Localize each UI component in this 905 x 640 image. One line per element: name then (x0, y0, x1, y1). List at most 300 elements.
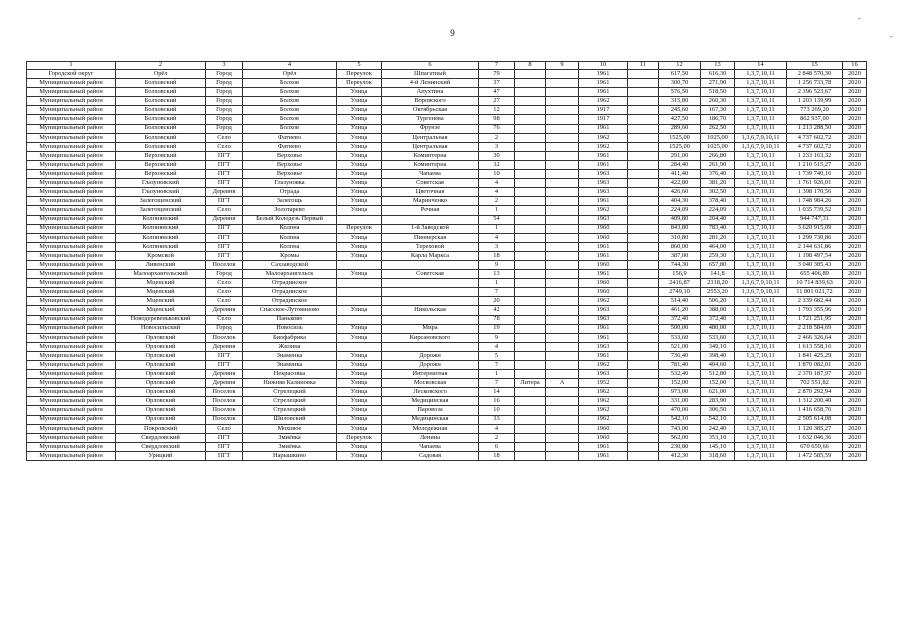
table-cell (515, 406, 546, 415)
table-cell: 1 761 926,01 (787, 179, 843, 188)
table-cell: 4 (479, 179, 515, 188)
table-cell: Муниципальный район (27, 279, 116, 288)
table-cell: 2020 (843, 351, 867, 360)
table-cell (515, 333, 546, 342)
table-cell: Муниципальный район (27, 88, 116, 97)
table-cell: Муниципальный район (27, 342, 116, 351)
table-cell: Деревня (206, 188, 243, 197)
table-cell: 262,50 (701, 124, 735, 133)
table-cell: Поселок (206, 333, 243, 342)
table-cell (515, 160, 546, 169)
table-cell: Некрасовка (243, 370, 337, 379)
table-row (27, 451, 867, 460)
table-cell: Улица (337, 115, 382, 124)
table-cell: 2020 (843, 170, 867, 179)
table-cell: 1962 (579, 206, 628, 215)
table-cell: Улица (337, 451, 382, 460)
table-cell: 1962 (579, 133, 628, 142)
table-cell: Улица (337, 106, 382, 115)
table-cell: 1960 (579, 288, 628, 297)
table-cell: 10 714 839,63 (787, 279, 843, 288)
table-cell: 1962 (579, 142, 628, 151)
table-cell: 186,70 (701, 115, 735, 124)
table-cell: 16 (479, 397, 515, 406)
table-cell: Поселок (206, 406, 243, 415)
column-number-cell: 10 (579, 62, 628, 70)
table-cell (628, 142, 659, 151)
table-cell: 562,00 (659, 433, 701, 442)
table-cell: Деревня (206, 370, 243, 379)
table-cell: 7 (479, 379, 515, 388)
table-cell (546, 324, 579, 333)
table-cell: 331,00 (659, 397, 701, 406)
table-row (27, 279, 867, 288)
table-cell (546, 170, 579, 179)
table-cell (546, 260, 579, 269)
table-cell (628, 406, 659, 415)
table-cell: Колпнянский (116, 242, 206, 251)
table-cell (628, 206, 659, 215)
table-cell (628, 233, 659, 242)
table-cell: 2020 (843, 142, 867, 151)
table-cell: 152,00 (701, 379, 735, 388)
table-row (27, 315, 867, 324)
table-cell (546, 442, 579, 451)
table-cell: Поселок (206, 397, 243, 406)
table-cell: 533,60 (659, 333, 701, 342)
table-cell (546, 215, 579, 224)
table-cell (546, 397, 579, 406)
table-cell: 2416,87 (659, 279, 701, 288)
table-cell: 9 (479, 260, 515, 269)
table-cell: Улица (337, 442, 382, 451)
table-cell: Литера (515, 379, 546, 388)
table-cell: 1,3,7,10,11 (735, 215, 787, 224)
table-cell: 2020 (843, 115, 867, 124)
table-cell: Знаменка (243, 361, 337, 370)
table-cell: Колпнянский (116, 224, 206, 233)
table-cell: 2020 (843, 206, 867, 215)
table-cell: Ленина (382, 433, 479, 442)
column-number-cell: 15 (787, 62, 843, 70)
table-cell (628, 397, 659, 406)
table-cell: 2020 (843, 97, 867, 106)
table-cell (515, 433, 546, 442)
table-cell: 1,3,7,10,11 (735, 124, 787, 133)
table-cell: 2020 (843, 70, 867, 79)
table-cell: Орёл (243, 70, 337, 79)
table-cell: Жилина (243, 342, 337, 351)
table-cell (515, 451, 546, 460)
table-cell: 1,3,7,10,11 (735, 451, 787, 460)
table-cell (546, 306, 579, 315)
table-cell: 1 (479, 370, 515, 379)
table-cell: 480,00 (701, 324, 735, 333)
table-cell: Карла Маркса (382, 251, 479, 260)
table-cell: 576,50 (659, 88, 701, 97)
table-cell: Орловский (116, 397, 206, 406)
table-cell: 378,40 (701, 197, 735, 206)
table-cell: Деревня (206, 215, 243, 224)
table-cell (628, 179, 659, 188)
table-cell: 20 (479, 297, 515, 306)
table-cell (546, 388, 579, 397)
table-cell: 2020 (843, 279, 867, 288)
table-cell: 1,3,6,7,9,10,11 (735, 279, 787, 288)
table-cell: Муниципальный район (27, 397, 116, 406)
table-cell: Болховский (116, 133, 206, 142)
table-cell: 1962 (579, 397, 628, 406)
table-cell: Верховский (116, 151, 206, 160)
table-cell: Лесковского (382, 388, 479, 397)
table-cell (515, 361, 546, 370)
table-cell: 18 (479, 451, 515, 460)
table-cell: 79 (479, 70, 515, 79)
table-cell: 4 (479, 233, 515, 242)
table-cell: Муниципальный район (27, 315, 116, 324)
table-cell: 1025,00 (701, 133, 735, 142)
table-cell (628, 260, 659, 269)
table-cell: 1,3,7,10,11 (735, 260, 787, 269)
table-cell: 1 213 288,50 (787, 124, 843, 133)
table-cell: 2 218 584,69 (787, 324, 843, 333)
table-cell: Болхов (243, 106, 337, 115)
table-cell: ПГТ (206, 197, 243, 206)
table-cell (546, 297, 579, 306)
table-cell: 1025,00 (701, 142, 735, 151)
table-cell (628, 297, 659, 306)
table-cell: 2020 (843, 415, 867, 424)
table-cell: 19 (479, 324, 515, 333)
table-cell: 2020 (843, 151, 867, 160)
table-cell: Городской округ (27, 70, 116, 79)
table-cell: Верховье (243, 160, 337, 169)
table-cell: Село (206, 297, 243, 306)
table-cell: 1962 (579, 361, 628, 370)
table-cell: Змиёвка (243, 433, 337, 442)
table-cell: Фрунзе (382, 124, 479, 133)
table-cell (546, 315, 579, 324)
table-cell: 1,3,6,7,9,10,11 (735, 288, 787, 297)
table-cell (515, 251, 546, 260)
table-cell: Переулок (337, 79, 382, 88)
table-cell: Золотарево (243, 206, 337, 215)
table-cell: 1961 (579, 442, 628, 451)
column-number-cell: 4 (243, 62, 337, 70)
table-cell (382, 342, 479, 351)
table-cell (515, 424, 546, 433)
column-number-cell: 13 (701, 62, 735, 70)
table-cell: 318,60 (701, 451, 735, 460)
table-cell (515, 124, 546, 133)
table-cell (337, 279, 382, 288)
table-cell: 372,40 (659, 315, 701, 324)
table-cell: Село (206, 142, 243, 151)
column-number-cell: 2 (116, 62, 206, 70)
table-cell: Молодежная (382, 424, 479, 433)
table-cell: Медицинская (382, 397, 479, 406)
table-cell: Коминтерна (382, 160, 479, 169)
table-cell: Переулок (337, 224, 382, 233)
table-cell (515, 342, 546, 351)
table-cell (628, 106, 659, 115)
table-cell: Цветочная (382, 188, 479, 197)
table-cell: 1,3,7,10,11 (735, 388, 787, 397)
table-cell: Орловский (116, 415, 206, 424)
table-cell: 1,3,7,10,11 (735, 242, 787, 251)
table-cell: Орловский (116, 361, 206, 370)
table-cell: ПГТ (206, 251, 243, 260)
table-cell: 1 472 585,59 (787, 451, 843, 460)
table-cell: Свердловский (116, 442, 206, 451)
table-cell (546, 279, 579, 288)
table-cell: Улица (337, 415, 382, 424)
table-row (27, 324, 867, 333)
table-cell: 1960 (579, 424, 628, 433)
table-cell: Муниципальный район (27, 242, 116, 251)
table-row (27, 151, 867, 160)
table-cell: Орловский (116, 351, 206, 360)
table-cell: 2020 (843, 288, 867, 297)
table-cell: 1,3,7,10,11 (735, 315, 787, 324)
table-cell: Муниципальный район (27, 142, 116, 151)
table-cell: 404,30 (659, 197, 701, 206)
table-row (27, 442, 867, 451)
table-cell: ПГТ (206, 179, 243, 188)
table-cell: 310,80 (659, 233, 701, 242)
table-cell: 1962 (579, 97, 628, 106)
table-cell: Муниципальный район (27, 170, 116, 179)
table-cell: 2020 (843, 388, 867, 397)
table-cell: 4-й Ленинский (382, 79, 479, 88)
table-cell: 427,50 (659, 115, 701, 124)
table-cell (546, 160, 579, 169)
table-cell (515, 351, 546, 360)
table-cell: Улица (337, 142, 382, 151)
table-cell: Улица (337, 97, 382, 106)
table-cell: 743,00 (659, 424, 701, 433)
table-cell: 1,3,7,10,11 (735, 115, 787, 124)
table-cell: 54 (479, 215, 515, 224)
table-cell: Поселок (206, 260, 243, 269)
table-cell: 2020 (843, 297, 867, 306)
table-cell: Паньково (243, 315, 337, 324)
table-cell: 1 (479, 279, 515, 288)
table-cell: 2020 (843, 397, 867, 406)
table-cell: Урицкий (116, 451, 206, 460)
table-cell: 2 370 187,97 (787, 370, 843, 379)
table-cell: Колпна (243, 224, 337, 233)
table-cell: 1961 (579, 242, 628, 251)
table-cell: Улица (337, 370, 382, 379)
table-cell: 1961 (579, 351, 628, 360)
table-cell: Новосильский (116, 324, 206, 333)
table-cell: 1,3,7,10,11 (735, 351, 787, 360)
table-cell: Улица (337, 124, 382, 133)
table-cell: Город (206, 324, 243, 333)
table-body (27, 62, 867, 461)
table-cell: 2020 (843, 451, 867, 460)
table-cell: 14 (479, 388, 515, 397)
table-cell: Муниципальный район (27, 79, 116, 88)
table-cell: Тереховой (382, 242, 479, 251)
table-cell (382, 297, 479, 306)
column-number-row (27, 62, 867, 70)
table-cell (628, 160, 659, 169)
table-cell: Улица (337, 206, 382, 215)
table-cell (546, 251, 579, 260)
table-cell: 152,00 (659, 379, 701, 388)
table-cell: Улица (337, 306, 382, 315)
table-row (27, 88, 867, 97)
table-row (27, 197, 867, 206)
table-cell: 470,00 (659, 406, 701, 415)
table-cell (546, 451, 579, 460)
table-cell: Сахзаводской (243, 260, 337, 269)
table-cell: 1963 (579, 179, 628, 188)
table-cell: 1,3,7,10,11 (735, 70, 787, 79)
table-cell: Село (206, 279, 243, 288)
table-cell: Муниципальный район (27, 370, 116, 379)
table-cell (515, 260, 546, 269)
table-cell: 2 (479, 133, 515, 142)
column-number-cell: 12 (659, 62, 701, 70)
table-cell: 1 793 355,96 (787, 306, 843, 315)
table-cell: 1960 (579, 279, 628, 288)
table-row (27, 233, 867, 242)
table-row (27, 106, 867, 115)
table-cell (337, 342, 382, 351)
table-cell: 2020 (843, 406, 867, 415)
table-cell (546, 79, 579, 88)
table-cell: Город (206, 88, 243, 97)
table-cell (628, 133, 659, 142)
table-cell: 1,3,7,10,11 (735, 251, 787, 260)
table-cell: 1 398 170,56 (787, 188, 843, 197)
table-cell (628, 88, 659, 97)
table-cell (515, 324, 546, 333)
table-row (27, 224, 867, 233)
table-cell: 2020 (843, 106, 867, 115)
table-cell: Улица (337, 133, 382, 142)
table-cell (515, 188, 546, 197)
table-cell: Медицинская (382, 415, 479, 424)
table-row (27, 370, 867, 379)
table-cell: Улица (337, 351, 382, 360)
table-cell (546, 197, 579, 206)
table-row (27, 270, 867, 279)
table-cell: 2020 (843, 379, 867, 388)
table-cell (628, 97, 659, 106)
table-row (27, 242, 867, 251)
table-cell: Дорожн (382, 351, 479, 360)
table-cell: 1963 (579, 170, 628, 179)
table-cell: 1-й Заводской (382, 224, 479, 233)
table-cell: 2318,20 (701, 279, 735, 288)
table-cell: 2020 (843, 88, 867, 97)
table-cell: 3 (479, 142, 515, 151)
table-cell: Октябрьская (382, 106, 479, 115)
table-cell (546, 224, 579, 233)
table-cell: 518,50 (701, 88, 735, 97)
table-cell: 2553,20 (701, 288, 735, 297)
table-cell: 422,80 (659, 179, 701, 188)
table-cell: 145,10 (701, 442, 735, 451)
table-cell: 1961 (579, 451, 628, 460)
table-cell: 388,00 (701, 306, 735, 315)
table-cell: Улица (337, 406, 382, 415)
table-cell: Муниципальный район (27, 306, 116, 315)
table-cell (628, 224, 659, 233)
table-cell: 2 144 631,86 (787, 242, 843, 251)
table-cell: 353,10 (701, 433, 735, 442)
table-cell: 5 (479, 351, 515, 360)
table-cell: 1 256 733,78 (787, 79, 843, 88)
table-cell: Тургенева (382, 115, 479, 124)
table-cell: Муниципальный район (27, 124, 116, 133)
table-cell: 2020 (843, 424, 867, 433)
table-cell: 302,50 (701, 188, 735, 197)
table-cell: 3 040 385,43 (787, 260, 843, 269)
table-cell: Муниципальный район (27, 351, 116, 360)
table-row (27, 297, 867, 306)
table-cell: Мценский (116, 306, 206, 315)
table-cell (628, 115, 659, 124)
table-cell: 1961 (579, 197, 628, 206)
table-cell: Чапаева (382, 170, 479, 179)
table-cell: 306,50 (701, 406, 735, 415)
table-cell: Муниципальный район (27, 251, 116, 260)
table-cell: 1 721 251,95 (787, 315, 843, 324)
table-cell: 11 801 021,72 (787, 288, 843, 297)
table-cell: 1963 (579, 188, 628, 197)
table-cell: 542,10 (659, 415, 701, 424)
table-cell: 2020 (843, 233, 867, 242)
table-cell: Улица (337, 397, 382, 406)
table-cell: Улица (337, 188, 382, 197)
table-cell: Муниципальный район (27, 270, 116, 279)
table-cell: 1961 (579, 324, 628, 333)
table-cell (628, 279, 659, 288)
table-cell: 1 (479, 224, 515, 233)
table-cell: 1,3,7,10,11 (735, 88, 787, 97)
table-cell (628, 270, 659, 279)
table-row (27, 251, 867, 260)
table-cell (628, 124, 659, 133)
table-cell: 27 (479, 97, 515, 106)
column-number-cell: 3 (206, 62, 243, 70)
table-cell: Село (206, 424, 243, 433)
table-cell (628, 151, 659, 160)
table-cell: 98 (479, 115, 515, 124)
table-cell: Глазуновский (116, 179, 206, 188)
table-cell: 1,3,7,10,11 (735, 224, 787, 233)
column-number-cell: 5 (337, 62, 382, 70)
table-cell (515, 79, 546, 88)
table-cell: 10 (479, 406, 515, 415)
table-cell: Орловский (116, 333, 206, 342)
table-cell (515, 206, 546, 215)
table-cell (515, 315, 546, 324)
table-cell: ПГТ (206, 442, 243, 451)
table-cell (546, 206, 579, 215)
table-cell: Орёл (116, 70, 206, 79)
table-cell: 1,3,7,10,11 (735, 333, 787, 342)
table-cell: 944 747,31 (787, 215, 843, 224)
table-cell: Село (206, 206, 243, 215)
table-cell (546, 351, 579, 360)
table-cell: 1961 (579, 333, 628, 342)
